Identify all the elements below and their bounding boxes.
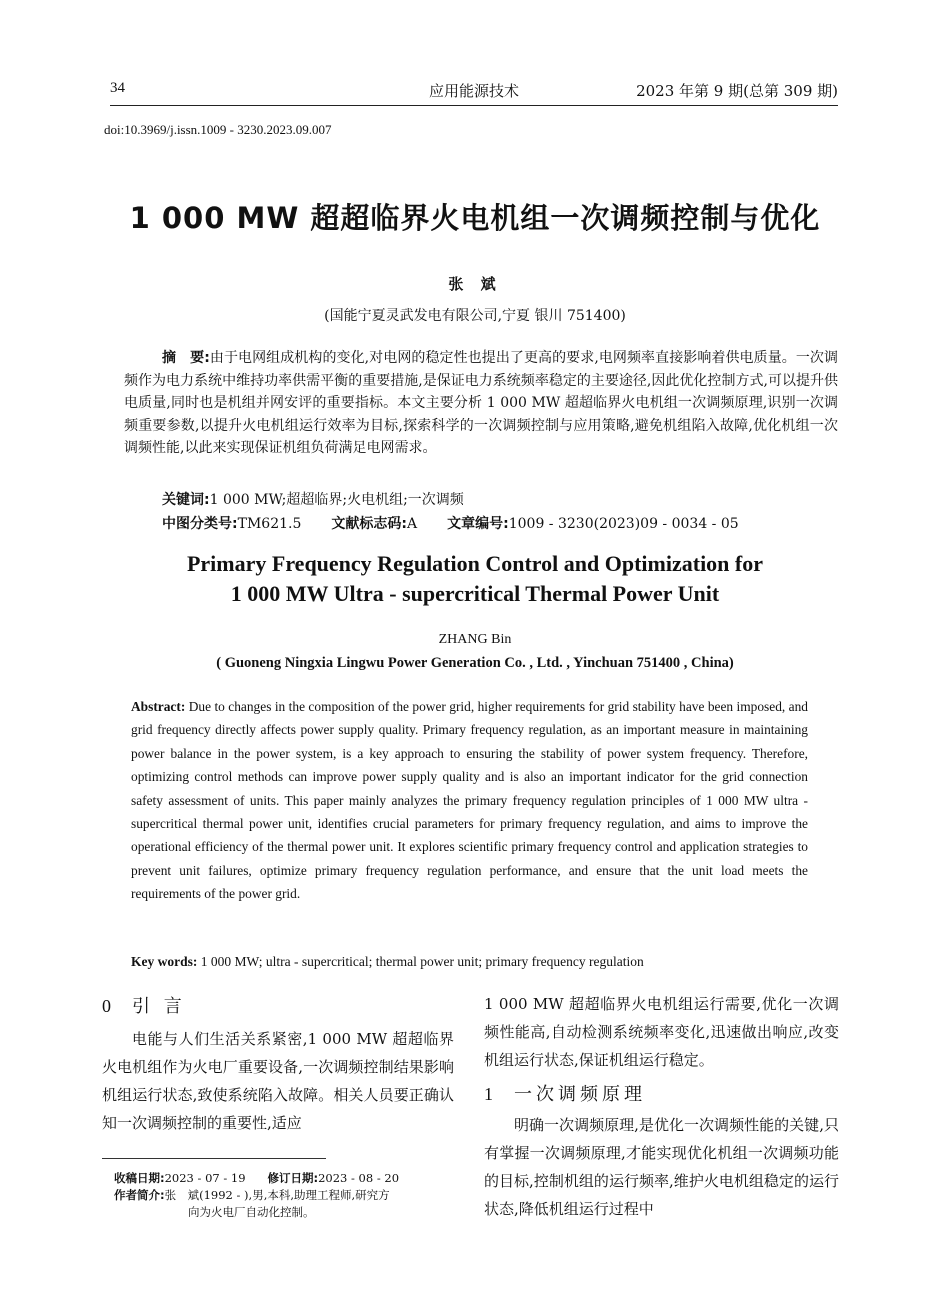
classification-row bbox=[162, 513, 739, 533]
revised-label: 修订日期: bbox=[267, 1171, 319, 1185]
revised-date: 2023 - 08 - 20 bbox=[318, 1171, 400, 1185]
section-1-heading bbox=[484, 1080, 839, 1109]
article-number-value: 1009 - 3230(2023)09 - 0034 - 05 bbox=[508, 516, 739, 532]
abstract-en-label: Abstract: bbox=[131, 699, 186, 714]
keywords-en-text: 1 000 MW; ultra - supercritical; thermal power unit; primary frequency regulation bbox=[197, 954, 644, 969]
abstract-chinese bbox=[124, 347, 838, 460]
running-header bbox=[110, 80, 838, 106]
abstract-english bbox=[131, 695, 808, 906]
affiliation-chinese: (国能宁夏灵武发电有限公司,宁夏 银川 751400) bbox=[324, 308, 626, 324]
title-en-line2: 1 000 MW Ultra - supercritical Thermal Power Unit bbox=[230, 581, 720, 606]
section-0-title: 引 言 bbox=[132, 996, 186, 1017]
footnote-author bbox=[114, 1187, 459, 1204]
affiliation-english: ( Guoneng Ningxia Lingwu Power Generation Co. , Ltd. , Yinchuan 751400 , China) bbox=[216, 655, 734, 671]
doc-code-label: 文献标志码: bbox=[331, 516, 407, 532]
section-0-paragraph: 电能与人们生活关系紧密,1 000 MW 超超临界火电机组作为火电厂重要设备,一次调频控制结果影响机组运行状态,致使系统陷入故障。相关人员要正确认知一次调频控制的重要性,适应 bbox=[102, 1030, 454, 1132]
abstract-cn-text: 由于电网组成机构的变化,对电网的稳定性也提出了更高的要求,电网频率直接影响着供电质量。一次调频作为电力系统中维持功率供需平衡的重要措施,是保证电力系统频率稳定的主要途径,因此优化控制方式,可以提升供电质量,同时也是机组并网安评的重要指标。本文主要分析 1 000 MW 超超临界火电机组一次调频原理,识别一次调频重要参数,以提升火电机组运行效率为目标,探索科学的一次调频控制与应用策略,避免机组陷入故障,优化机组一次调频性能,以此来实现保证机组负荷满足电网需求。 bbox=[124, 350, 838, 456]
received-date: 2023 - 07 - 19 bbox=[164, 1171, 246, 1185]
footnote-divider bbox=[102, 1158, 326, 1159]
issue-info: 2023 年第 9 期(总第 309 期) bbox=[636, 82, 838, 100]
keywords-en-label: Key words: bbox=[131, 954, 198, 969]
keywords-chinese bbox=[162, 489, 464, 509]
keywords-cn-label: 关键词: bbox=[162, 492, 210, 508]
keywords-cn-text: 1 000 MW;超超临界;火电机组;一次调频 bbox=[209, 492, 464, 508]
doi: doi:10.3969/j.issn.1009 - 3230.2023.09.007 bbox=[104, 122, 332, 137]
section-1-number: 1 bbox=[484, 1084, 497, 1104]
footnote-dates bbox=[114, 1170, 459, 1187]
title-english bbox=[60, 549, 890, 609]
author-bio-label: 作者简介: bbox=[114, 1188, 165, 1202]
author-chinese: 张 斌 bbox=[448, 275, 502, 293]
author-bio-line1: 张 斌(1992 - ),男,本科,助理工程师,研究方 bbox=[164, 1188, 390, 1202]
doc-code-value: A bbox=[406, 516, 418, 532]
author-bio-line2: 向为火电厂自动化控制。 bbox=[188, 1205, 315, 1219]
title-en-line1: Primary Frequency Regulation Control and Optimization for bbox=[186, 551, 764, 576]
page-number: 34 bbox=[110, 80, 125, 96]
section-1-title: 一次调频原理 bbox=[514, 1084, 646, 1105]
section-1-paragraph: 明确一次调频原理,是优化一次调频性能的关键,只有掌握一次调频原理,才能实现优化机组一次调频功能的目标,控制机组的运行频率,维护火电机组稳定的运行状态,降低机组运行过程中 bbox=[484, 1116, 839, 1218]
clc-value: TM621.5 bbox=[237, 516, 302, 532]
section-0-heading bbox=[102, 992, 454, 1021]
right-column bbox=[484, 990, 839, 1223]
left-column bbox=[102, 992, 454, 1137]
abstract-cn-label: 摘 要: bbox=[162, 350, 210, 366]
author-english: ZHANG Bin bbox=[438, 632, 512, 647]
article-number-label: 文章编号: bbox=[447, 516, 509, 532]
continued-paragraph: 1 000 MW 超超临界火电机组运行需要,优化一次调频性能高,自动检测系统频率变化,迅速做出响应,改变机组运行状态,保证机组运行稳定。 bbox=[484, 995, 839, 1069]
title-chinese: 1 000 MW 超超临界火电机组一次调频控制与优化 bbox=[129, 201, 821, 235]
section-0-number: 0 bbox=[102, 996, 115, 1016]
clc-label: 中图分类号: bbox=[162, 516, 238, 532]
abstract-en-text: Due to changes in the composition of the power grid, higher requirements for grid stability have been imposed, and grid frequency directly affects power supply quality. Primary frequency regulation, as an important measure in maintaining power balance in the power system, is a key approach to ensuring the stability of power system frequency. Therefore, optimizing control methods can improve power supply quality and is also an important indicator for the grid connection safety assessment of units. This paper mainly analyzes the primary frequency regulation principles of 1 000 MW ultra - supercritical thermal power unit, identifies crucial parameters for primary frequency regulation, and aims to improve the operational efficiency of the thermal power unit. It explores scientific primary frequency control and application strategies to prevent unit failures, optimize primary frequency regulation performance, and ensure that the unit load meets the requirements of the power grid. bbox=[131, 699, 808, 902]
keywords-english bbox=[131, 954, 644, 970]
received-label: 收稿日期: bbox=[114, 1171, 165, 1185]
footnote bbox=[114, 1170, 459, 1221]
journal-name: 应用能源技术 bbox=[428, 82, 519, 100]
